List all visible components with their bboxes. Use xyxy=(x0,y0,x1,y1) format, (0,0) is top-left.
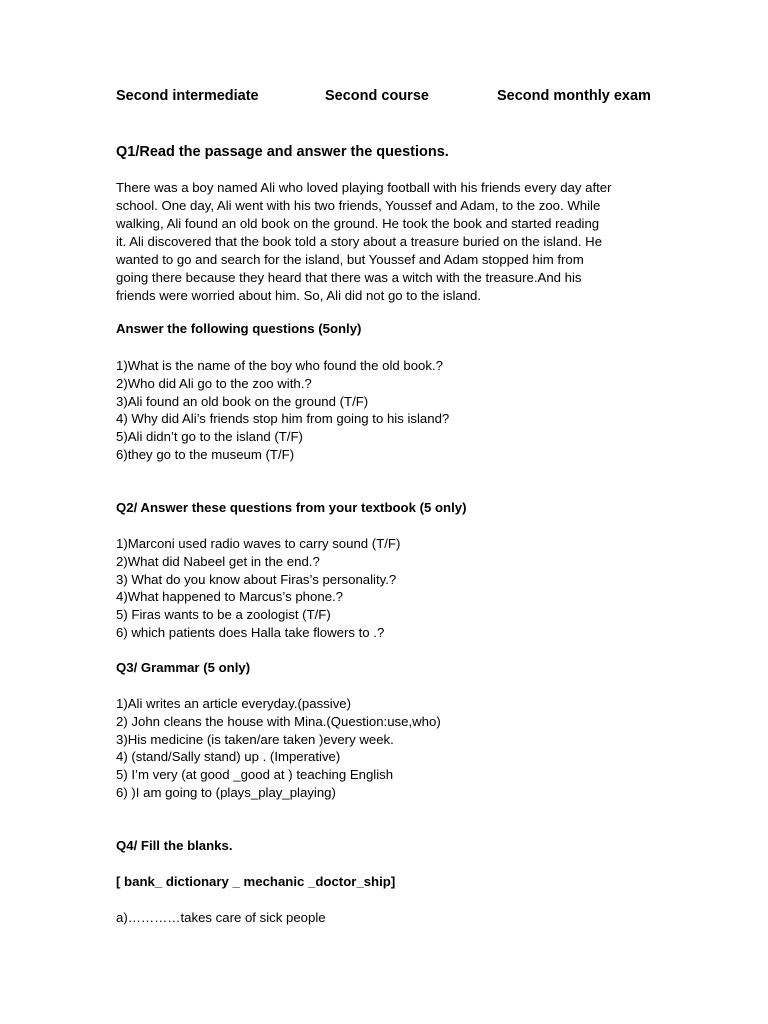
q3-question-list xyxy=(116,695,441,802)
grade-level: Second intermediate xyxy=(116,88,259,104)
list-item: 3)Ali found an old book on the ground (T/F) xyxy=(116,393,369,409)
word-bank: [ bank_ dictionary _ mechanic _doctor_ship] xyxy=(116,874,396,889)
list-item: 4)What happened to Marcus’s phone.? xyxy=(116,589,344,605)
q1-question-list xyxy=(116,357,449,464)
list-item: 5)Ali didn’t go to the island (T/F) xyxy=(116,429,303,445)
exam-header xyxy=(116,88,656,108)
list-item: 6) which patients does Halla take flowers to .? xyxy=(116,624,385,640)
passage-line: school. One day, Ali went with his two friends, Youssef and Adam, to the zoo. While xyxy=(116,198,601,213)
q2-question-list xyxy=(116,535,400,642)
list-item: a)…………takes care of sick people xyxy=(116,910,326,925)
list-item: 6)they go to the museum (T/F) xyxy=(116,446,295,462)
passage-line: friends were worried about him. So, Ali did not go to the island. xyxy=(116,288,482,303)
list-item: 5) Firas wants to be a zoologist (T/F) xyxy=(116,607,331,623)
passage-line: going there because they heard that there was a witch with the treasure.And his xyxy=(116,270,582,285)
list-item: 6) )I am going to (plays_play_playing) xyxy=(116,784,336,800)
passage-line: it. Ali discovered that the book told a story about a treasure buried on the island. He xyxy=(116,234,603,249)
list-item: 3) What do you know about Firas’s personality.? xyxy=(116,571,397,587)
list-item: 4) Why did Ali’s friends stop him from going to his island? xyxy=(116,411,450,427)
q1-title: Q1/Read the passage and answer the questions. xyxy=(116,144,449,160)
passage-line: There was a boy named Ali who loved playing football with his friends every day after xyxy=(116,180,612,195)
list-item: 2) John cleans the house with Mina.(Question:use,who) xyxy=(116,713,441,729)
passage-line: wanted to go and search for the island, but Youssef and Adam stopped him from xyxy=(116,252,584,267)
passage-line: walking, Ali found an old book on the ground. He took the book and started reading xyxy=(116,216,600,231)
list-item: 4) (stand/Sally stand) up . (Imperative) xyxy=(116,749,341,765)
q2-title: Q2/ Answer these questions from your textbook (5 only) xyxy=(116,500,467,515)
reading-passage xyxy=(116,179,656,305)
list-item: 3)His medicine (is taken/are taken )every week. xyxy=(116,731,394,747)
q4-item-list xyxy=(116,909,326,927)
q3-title: Q3/ Grammar (5 only) xyxy=(116,660,251,675)
exam-label: Second monthly exam xyxy=(497,88,651,104)
list-item: 1)What is the name of the boy who found the old book.? xyxy=(116,358,443,373)
list-item: 1)Marconi used radio waves to carry sound (T/F) xyxy=(116,536,401,551)
list-item: 1)Ali writes an article everyday.(passive) xyxy=(116,696,352,711)
q4-title: Q4/ Fill the blanks. xyxy=(116,838,233,853)
q1-instruction: Answer the following questions (5only) xyxy=(116,321,362,336)
list-item: 2)What did Nabeel get in the end.? xyxy=(116,553,320,569)
list-item: 2)Who did Ali go to the zoo with.? xyxy=(116,375,312,391)
list-item: 5) I’m very (at good _good at ) teaching English xyxy=(116,767,394,783)
course-label: Second course xyxy=(325,88,429,104)
